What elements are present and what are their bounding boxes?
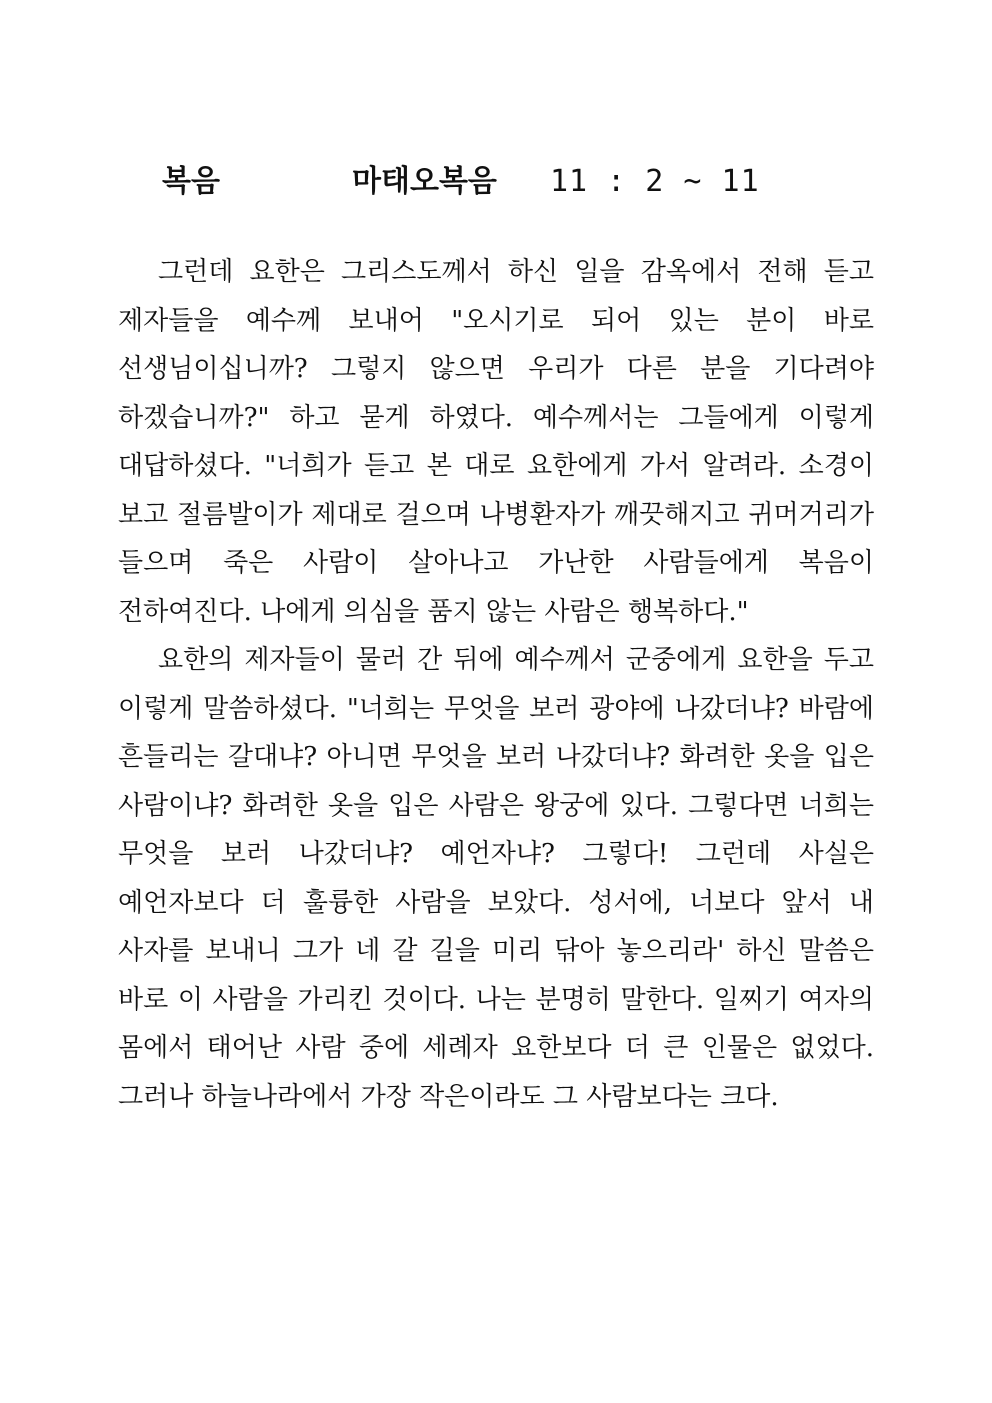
reading-heading — [0, 160, 992, 204]
book-title: 마태오복음 — [352, 164, 497, 199]
reading-label: 복음 — [162, 164, 220, 199]
scripture-text — [118, 248, 874, 1121]
paragraph: 그런데 요한은 그리스도께서 하신 일을 감옥에서 전해 듣고 제자들을 예수께 보내어 "오시기로 되어 있는 분이 바로 선생님이십니까? 그렇지 않으면 우리가 다른 분을 기다려야 하겠습니까?" 하고 묻게 하였다. 예수께서는 그들에게 이렇게 대답하셨다. "너희가 듣고 본 대로 요한에게 가서 알려라. 소경이 보고 절름발이가 제대로 걸으며 나병환자가 깨끗해지고 귀머거리가 들으며 죽은 사람이 살아나고 가난한 사람들에게 복음이 전하여진다. 나에게 의심을 품지 않는 사람은 행복하다." — [118, 257, 874, 627]
paragraph: 요한의 제자들이 물러 간 뒤에 예수께서 군중에게 요한을 두고 이렇게 말씀하셨다. "너희는 무엇을 보러 광야에 나갔더냐? 바람에 흔들리는 갈대냐? 아니면 무엇을 보러 나갔더냐? 화려한 옷을 입은 사람이냐? 화려한 옷을 입은 사람은 왕궁에 있다. 그렇다면 너희는 무엇을 보러 나갔더냐? 예언자냐? 그렇다! 그런데 사실은 예언자보다 더 훌륭한 사람을 보았다. 성서에, 너보다 앞서 내 사자를 보내니 그가 네 갈 길을 미리 닦아 놓으리라' 하신 말씀은 바로 이 사람을 가리킨 것이다. 나는 분명히 말한다. 일찌기 여자의 몸에서 태어난 사람 중에 세례자 요한보다 더 큰 인물은 없었다. 그러나 하늘나라에서 가장 작은이라도 그 사람보다는 크다. — [118, 645, 874, 1112]
chapter-verse-reference: 11 : 2 ~ 11 — [550, 164, 760, 199]
